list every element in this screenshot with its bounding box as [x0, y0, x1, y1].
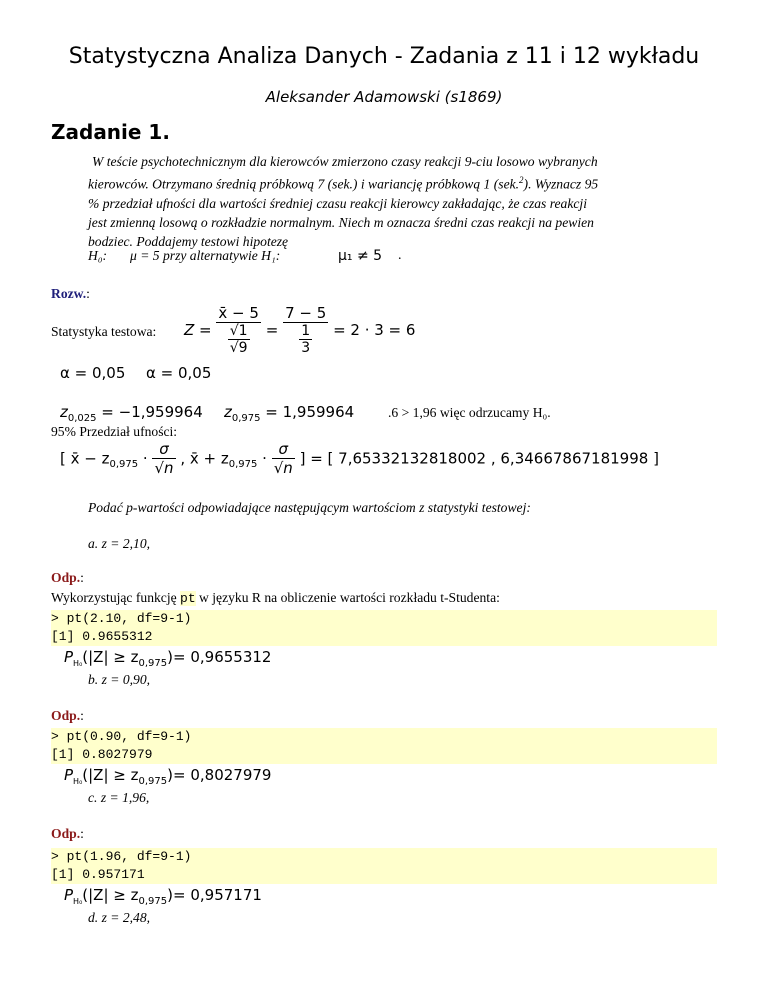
item-b-answer-label: Odp.: [51, 708, 84, 723]
test-decision: .6 > 1,96 więc odrzucamy H₀. [388, 405, 551, 420]
confidence-interval-label: 95% Przedział ufności: [51, 424, 178, 439]
pt-function-code: pt [180, 591, 196, 606]
alpha-value-1: α = 0,05 [60, 364, 126, 382]
test-statistic-label: Statystyka testowa: [51, 324, 157, 339]
document-title: Statystyczna Analiza Danych - Zadania z 11 i 12 wykładu [68, 44, 700, 69]
hypothesis-mu: μ = 5 przy alternatywie H₁: [130, 248, 281, 263]
item-a-label: a. z = 2,10, [88, 536, 151, 551]
item-a-intro: Wykorzystując funkcję pt w języku R na obliczenie wartości rozkładu t-Studenta: [51, 590, 500, 606]
item-c-result: $P_{H_0}(|Z| \ge z_{0,975})= 0,957171$ [64, 886, 262, 907]
code-a-line-2: [1] 0.9655312 [51, 629, 153, 644]
z-fraction-1: $\frac{x̄ - 5}{\frac{√1}{√9}}$ [218, 304, 259, 356]
task-description [88, 152, 688, 251]
task-text-line-2-end: ). Wyznacz 95 [523, 176, 599, 192]
task-text-line-4: jest zmienną losową o rozkładzie normalnym. Niech m oznacza średni czas reakcji na pewien [88, 214, 594, 230]
item-d-label: d. z = 2,48, [88, 910, 151, 925]
hypothesis-dot: . [398, 248, 402, 263]
code-b-line-2: [1] 0.8027979 [51, 747, 153, 762]
item-c-answer-label: Odp.: [51, 826, 84, 841]
hypothesis-alternative: μ₁ ≠ 5 [338, 248, 383, 264]
alpha-value-2: α = 0,05 [146, 364, 212, 382]
z-fraction-2: $\frac{7 - 5}{\frac{1}{3}}$ [285, 304, 327, 356]
code-b-line-1: > pt(0.90, df=9-1) [51, 729, 192, 744]
code-a-line-1: > pt(2.10, df=9-1) [51, 611, 192, 626]
solution-label: Rozw.: [51, 286, 90, 301]
task-text-line-1: W teście psychotechnicznym dla kierowców zmierzono czasy reakcji 9-ciu losowo wybranych [92, 154, 598, 169]
z-statistic-formula: Z = $\frac{x̄ - 5}{\frac{√1}{√9}}$ = $\frac{7 - 5}{\frac{1}{3}}$ = 2 · 3 = 6 [184, 304, 416, 356]
item-a-result: $P_{H_0}(|Z| \ge z_{0,975})= 0,9655312$ [64, 648, 272, 669]
code-c-line-2: [1] 0.957171 [51, 867, 145, 882]
item-a-answer-label: Odp.: [51, 570, 84, 585]
item-c-label: c. z = 1,96, [88, 790, 150, 805]
code-c-line-1: > pt(1.96, df=9-1) [51, 849, 192, 864]
confidence-interval-formula: [ x̄ − $z_{0,975}$ · $\frac{\sigma}{√n}$ , x̄ + $z_{0,975}$ · $\frac{\sigma}{√n}$ ] = [ 7,65332132818002 , 6,34667867181998 ] [60, 440, 659, 477]
z-quantile-low: $z_{0,025} = -1,959964$ [60, 403, 203, 424]
task-text-line-3: % przedział ufności dla wartości średniej czasu reakcji kierowcy zakładając, że czas reakcji [88, 195, 587, 211]
task-heading: Zadanie 1. [51, 120, 170, 144]
task-text-line-2: kierowców. Otrzymano średnią próbkową 7 (sek.) i wariancję próbkową 1 (sek. [88, 176, 520, 192]
z-quantile-high: $z_{0,975} = 1,959964$ [224, 403, 355, 424]
item-b-label: b. z = 0,90, [88, 672, 151, 687]
document-author: Aleksander Adamowski (s1869) [265, 88, 503, 106]
task-text-line-5: bodziec. Poddajemy testowi hipotezę [88, 233, 289, 249]
p-value-prompt: Podać p-wartości odpowiadające następującym wartościom z statystyki testowej: [88, 500, 531, 515]
item-b-result: $P_{H_0}(|Z| \ge z_{0,975})= 0,8027979$ [64, 766, 272, 787]
hypothesis-h0: H₀: [88, 248, 108, 263]
task-text-sup: 2 [519, 175, 524, 185]
